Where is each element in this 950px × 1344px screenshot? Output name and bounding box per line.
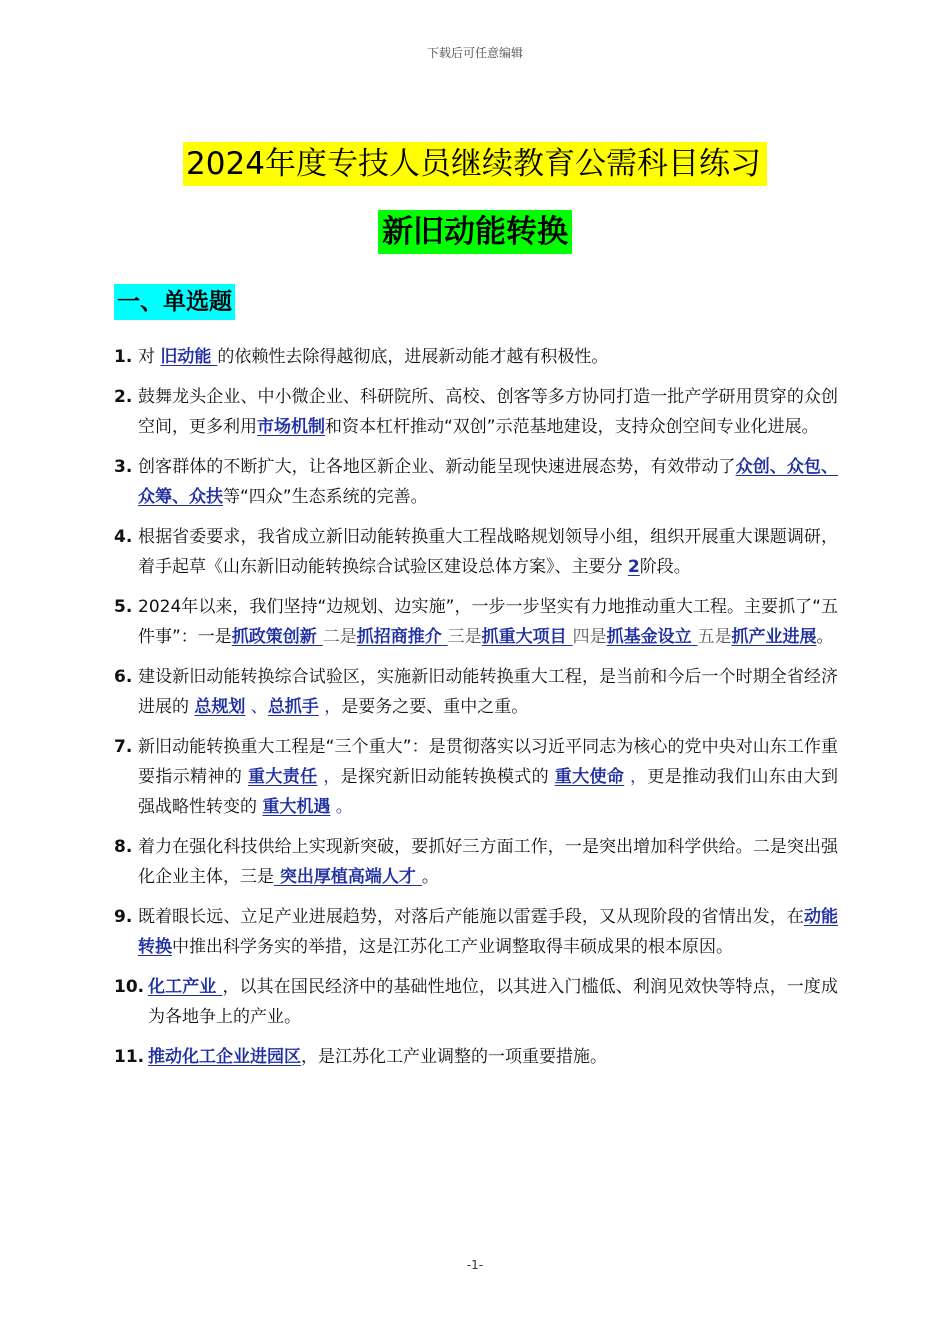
question-item xyxy=(114,732,838,822)
answer-text: 2 xyxy=(627,557,640,577)
question-text xyxy=(148,972,838,1032)
question-segment: 既着眼长远、立足产业进展趋势，对落后产能施以雷霆手段，又从现阶段的省情出发，在 xyxy=(138,907,804,927)
document-subtitle xyxy=(0,210,950,254)
section-heading xyxy=(114,284,235,320)
question-segment: 。 xyxy=(816,627,834,647)
answer-text: 市场机制 xyxy=(257,417,325,437)
answer-punctuation: 。 xyxy=(330,797,353,817)
question-text xyxy=(138,452,838,512)
question-text xyxy=(138,662,838,722)
answer-text: 抓重大项目 xyxy=(481,627,573,647)
question-segment: 阶段。 xyxy=(639,557,691,577)
question-item xyxy=(114,972,838,1032)
question-segment: 的依赖性去除得越彻底，进展新动能才越有积极性。 xyxy=(217,347,609,367)
question-item xyxy=(114,832,838,892)
question-text xyxy=(138,592,838,652)
question-text xyxy=(138,832,838,892)
answer-text: 旧动能 xyxy=(160,347,218,367)
question-segment: 是要务之要、重中之重。 xyxy=(341,697,529,717)
question-segment: 五是 xyxy=(697,627,732,647)
question-segment: 更是推动我们山东由大到强战略性转变的 xyxy=(138,767,839,817)
answer-punctuation: ， xyxy=(317,767,341,787)
question-segment: 2024年以来，我们坚持“边规划、边实施”，一步一步坚实有力地推动重大工程。主要抓了“五件事”：一是 xyxy=(138,597,838,647)
document-title xyxy=(0,142,950,186)
question-segment: 等“四众”生态系统的完善。 xyxy=(223,487,428,507)
question-item xyxy=(114,592,838,652)
question-number: 4. xyxy=(114,527,133,547)
question-segment: 鼓舞龙头企业、中小微企业、科研院所、高校、创客等多方协同打造一批产学研用贯穿的众创空间，更多利用 xyxy=(138,387,838,437)
answer-text: 抓政策创新 xyxy=(231,627,323,647)
question-number: 1. xyxy=(114,347,133,367)
header-note: 下载后可任意编辑 xyxy=(426,46,523,60)
question-segment: ，是江苏化工产业调整的一项重要措施。 xyxy=(301,1047,607,1067)
document-subtitle-text: 新旧动能转换 xyxy=(378,210,572,254)
question-segment: 根据省委要求，我省成立新旧动能转换重大工程战略规划领导小组，组织开展重大课题调研，着手起草《山东新旧动能转换综合试验区建设总体方案》、主要分 xyxy=(138,527,838,577)
question-segment: 建设新旧动能转换综合试验区，实施新旧动能转换重大工程，是当前和今后一个时期全省经济进展的 xyxy=(138,667,838,717)
section-heading-text: 一、单选题 xyxy=(114,284,235,320)
answer-text: 总抓手 xyxy=(267,697,319,717)
answer-text: 众创、众包、众筹、众扶 xyxy=(138,457,838,507)
question-segment: 。 xyxy=(421,867,439,887)
answer-text: 重大使命 xyxy=(554,767,625,787)
question-number: 7. xyxy=(114,737,133,757)
question-item xyxy=(114,902,838,962)
question-number: 6. xyxy=(114,667,133,687)
question-segment: 着力在强化科技供给上实现新突破，要抓好三方面工作，一是突出增加科学供给。二是突出强化企业主体，三是 xyxy=(138,837,838,887)
answer-text: 动能转换 xyxy=(138,907,839,957)
question-item xyxy=(114,1042,838,1072)
question-number: 9. xyxy=(114,907,133,927)
question-number: 10. xyxy=(114,977,145,997)
question-item xyxy=(114,342,838,372)
question-segment: ，以其在国民经济中的基础性地位，以其进入门槛低、利润见效快等特点，一度成为各地争上的产业。 xyxy=(148,977,839,1027)
question-item xyxy=(114,662,838,722)
question-number: 11. xyxy=(114,1047,145,1067)
answer-text: 突出厚植高端人才 xyxy=(274,867,422,887)
question-item xyxy=(114,382,838,442)
answer-text: 抓基金设立 xyxy=(606,627,698,647)
answer-text: 重大机遇 xyxy=(262,797,331,817)
question-segment: 三是 xyxy=(447,627,482,647)
question-segment: 是探究新旧动能转换模式的 xyxy=(340,767,555,787)
question-number: 5. xyxy=(114,597,133,617)
answer-punctuation: ， xyxy=(624,767,648,787)
question-list xyxy=(114,342,838,1082)
document-title-text: 2024年度专技人员继续教育公需科目练习 xyxy=(183,142,767,186)
answer-punctuation: 、 xyxy=(245,697,268,717)
question-segment: 和资本杠杆推动“双创”示范基地建设，支持众创空间专业化进展。 xyxy=(325,417,819,437)
question-text xyxy=(138,902,838,962)
question-text xyxy=(138,382,838,442)
question-number: 8. xyxy=(114,837,133,857)
question-text xyxy=(148,1042,838,1072)
question-segment: 对 xyxy=(138,347,161,367)
question-item xyxy=(114,452,838,512)
answer-text: 总规划 xyxy=(194,697,246,717)
question-number: 2. xyxy=(114,387,133,407)
question-item xyxy=(114,522,838,582)
answer-text: 推动化工企业进园区 xyxy=(148,1047,301,1067)
question-segment: 四是 xyxy=(572,627,607,647)
answer-text: 重大责任 xyxy=(247,767,318,787)
question-text xyxy=(138,732,838,822)
question-segment: 创客群体的不断扩大，让各地区新企业、新动能呈现快速进展态势，有效带动了 xyxy=(138,457,736,477)
answer-text: 化工产业 xyxy=(148,977,223,997)
answer-text: 抓产业进展 xyxy=(731,627,817,647)
answer-text: 抓招商推介 xyxy=(356,627,448,647)
answer-punctuation: ， xyxy=(318,697,342,717)
question-segment: 中推出科学务实的举措，这是江苏化工产业调整取得丰硕成果的根本原因。 xyxy=(172,937,733,957)
question-text xyxy=(138,342,838,372)
question-number: 3. xyxy=(114,457,133,477)
page-number: -1- xyxy=(466,1258,484,1272)
question-segment: 新旧动能转换重大工程是“三个重大”：是贯彻落实以习近平同志为核心的党中央对山东工作重要指示精神的 xyxy=(138,737,838,787)
question-text xyxy=(138,522,838,582)
question-segment: 二是 xyxy=(322,627,357,647)
